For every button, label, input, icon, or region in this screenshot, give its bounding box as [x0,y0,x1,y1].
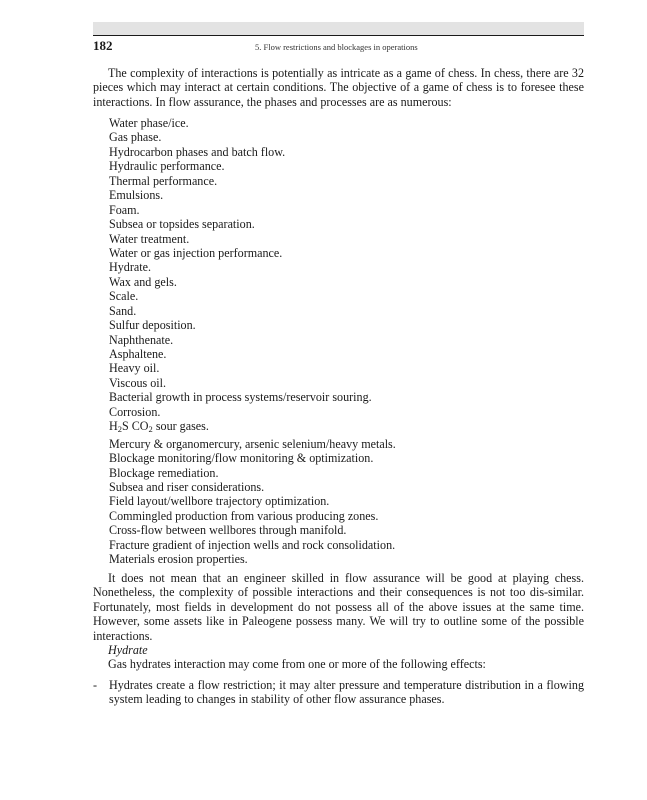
list-item: Foam. [109,202,140,217]
list-item: Naphthenate. [109,332,174,347]
co-subscript: 2 [148,424,153,435]
list-item: Mercury & organomercury, arsenic selenium/heavy metals. [109,436,396,451]
list-item: Water or gas injection performance. [109,245,283,260]
intro-paragraph-block [93,66,584,109]
list-item: Fracture gradient of injection wells and rock consolidation. [109,537,396,552]
phases-list [109,116,396,567]
list-item: Bacterial growth in process systems/reservoir souring. [109,390,372,405]
list-item: Corrosion. [109,404,161,419]
list-item: Water treatment. [109,231,190,246]
list-item-sour-gases [109,419,396,436]
list-item: Blockage remediation. [109,465,219,480]
list-item: Sulfur deposition. [109,318,196,333]
list-item: Field layout/wellbore trajectory optimization. [109,494,330,509]
list-item: Water phase/ice. [109,116,189,130]
second-section [93,571,584,672]
list-item: Gas phase. [109,130,162,145]
list-item: Materials erosion properties. [109,552,248,567]
list-item: Hydrate. [109,260,151,275]
header-band [93,22,584,35]
list-item: Subsea and riser considerations. [109,479,265,494]
list-item: Cross-flow between wellbores through manifold. [109,523,347,538]
second-paragraph: It does not mean that an engineer skilled in flow assurance will be good at playing chess. Nonetheless, the complexity of possible interactions and their consequences is not too dis-similar. Fortunately, most fields in development do not possess all of the above issues at the same time. However, some assets like in Paleogene possess many. We will try to outline some of the possible interactions. [93,571,584,643]
intro-paragraph: The complexity of interactions is potentially as intricate as a game of chess. In chess, there are 32 pieces which may interact at certain conditions. The objective of a game of chess is to foresee these interactions. In flow assurance, the phases and processes are as numerous: [93,66,584,109]
bullet-marker: - [93,678,98,692]
bullet-text: Hydrates create a flow restriction; it may alter pressure and temperature distribution in a flowing system leading to changes in stability of other flow assurance phases. [109,678,584,707]
list-item: Emulsions. [109,188,164,203]
list-item: Asphaltene. [109,347,167,361]
list-item: Wax and gels. [109,274,177,289]
list-item: Commingled production from various producing zones. [109,508,379,523]
s-co-symbol: S CO [121,419,149,434]
h-symbol: H [109,419,118,434]
list-item: Heavy oil. [109,361,160,376]
list-item: Hydraulic performance. [109,159,225,174]
list-item: Subsea or topsides separation. [109,217,255,232]
page-number: 182 [93,38,113,53]
list-item: Viscous oil. [109,375,167,390]
running-title: 5. Flow restrictions and blockages in operations [255,42,418,52]
sour-gases-text: sour gases. [152,419,209,434]
h-subscript: 2 [117,424,122,435]
list-item: Blockage monitoring/flow monitoring & optimization. [109,451,374,466]
hydrate-subheading: Hydrate [108,643,148,658]
list-item: Thermal performance. [109,173,218,188]
bullet-item [93,678,584,707]
list-item: Scale. [109,289,139,304]
header-rule [93,35,584,36]
list-item: Sand. [109,303,137,318]
list-item: Hydrocarbon phases and batch flow. [109,144,286,159]
hydrate-lead-sentence: Gas hydrates interaction may come from one or more of the following effects: [108,657,486,672]
